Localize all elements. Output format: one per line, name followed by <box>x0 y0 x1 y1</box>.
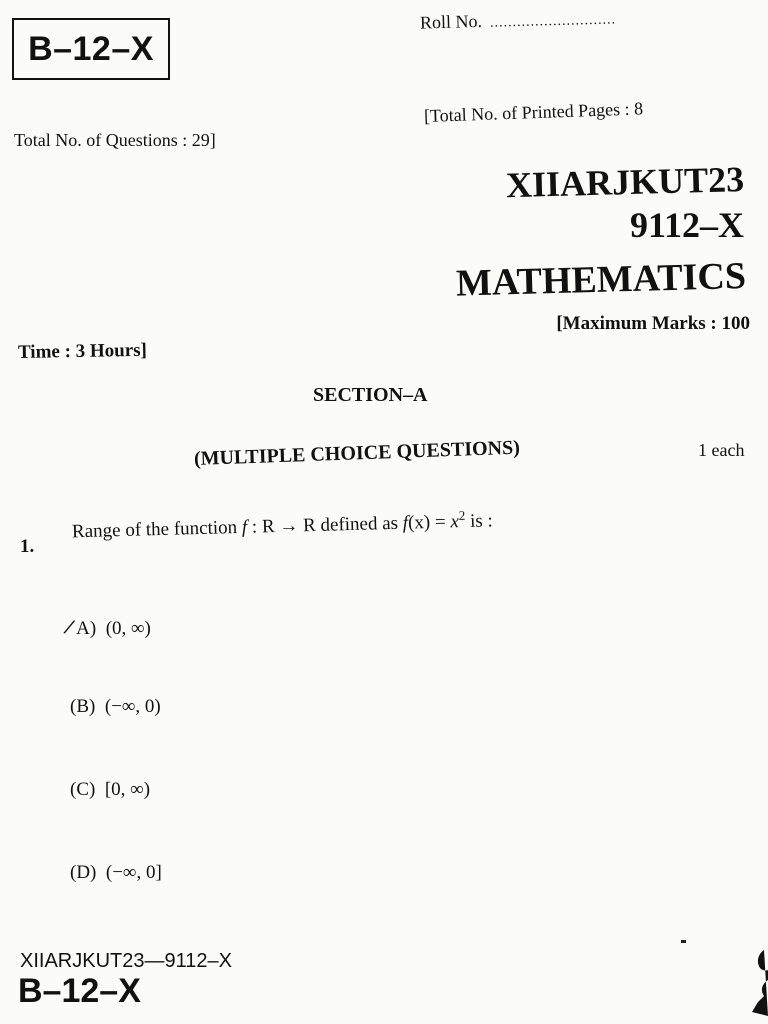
option-a-value: (0, ∞) <box>105 618 151 639</box>
roll-dots: ............................ <box>489 12 617 31</box>
option-d-label: (D) <box>70 862 97 883</box>
marks-note: 1 each <box>698 440 745 460</box>
option-c-label: (C) <box>70 779 96 800</box>
ink-blot-icon <box>744 946 768 1016</box>
printed-pages: [Total No. of Printed Pages : 8 <box>423 98 644 126</box>
fx-argument: (x) = <box>407 511 451 534</box>
subject-title: MATHEMATICS <box>455 255 747 305</box>
option-b-label: (B) <box>70 696 96 717</box>
fx-symbol: f <box>402 512 409 534</box>
variable-x: x <box>450 511 460 533</box>
option-a <box>63 613 151 640</box>
section-title: SECTION–A <box>313 384 428 406</box>
footer-series: B–12–X <box>18 972 141 1010</box>
footer-code: XIIARJKUT23—9112–X <box>20 950 232 972</box>
question-text <box>72 507 493 543</box>
maximum-marks: [Maximum Marks : 100 <box>556 313 750 334</box>
roll-label: Roll No. <box>419 10 483 33</box>
option-b-value: (−∞, 0) <box>104 696 161 717</box>
section-subtitle: (MULTIPLE CHOICE QUESTIONS) <box>193 436 521 470</box>
paper-code: XIIARJKUT23 <box>505 159 745 206</box>
function-mapping: : R → R defined as <box>246 512 404 538</box>
series-code-box <box>12 18 170 80</box>
option-c-value: [0, ∞) <box>104 779 151 800</box>
exponent: 2 <box>458 507 466 523</box>
tick-mark-icon: / <box>63 613 75 640</box>
option-d-value: (−∞, 0] <box>105 862 162 883</box>
roll-number-line <box>420 7 616 33</box>
series-code: B–12–X <box>28 29 154 68</box>
function-symbol: f <box>241 516 248 538</box>
exam-time: Time : 3 Hours] <box>17 339 148 363</box>
option-b <box>70 696 161 718</box>
question-number: 1. <box>20 536 35 557</box>
paper-number: 9112–X <box>629 205 744 245</box>
option-a-label: A) <box>76 618 97 639</box>
question-end: is : <box>465 510 494 533</box>
ink-speck <box>681 940 686 943</box>
option-c <box>70 779 150 801</box>
total-questions: Total No. of Questions : 29] <box>14 130 216 150</box>
option-d <box>70 862 162 884</box>
question-intro: Range of the function <box>71 516 243 543</box>
